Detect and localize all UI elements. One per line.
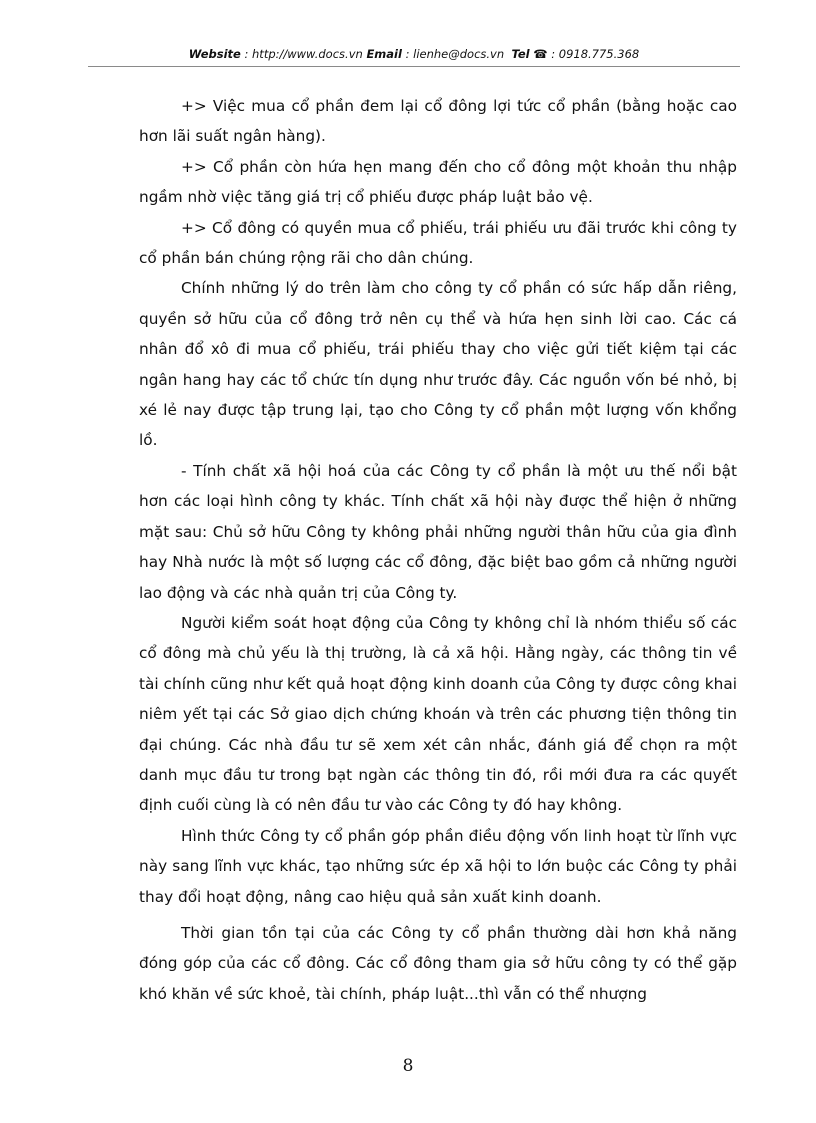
paragraph: Thời gian tồn tại của các Công ty cổ phần thường dài hơn khả năng đóng góp của các cổ đông. Các cổ đông tham gia sở hữu công ty có thể gặp khó khăn về sức khoẻ, tài chính, pháp luật...thì vẫn có thể nhượng	[139, 923, 737, 1003]
paragraph: +> Việc mua cổ phần đem lại cổ đông lợi tức cổ phần (bằng hoặc cao hơn lãi suất ngân hàng).	[139, 97, 737, 146]
phone-icon: ☎	[533, 47, 548, 61]
paragraph: +> Cổ phần còn hứa hẹn mang đến cho cổ đông một khoản thu nhập ngầm nhờ việc tăng giá trị cổ phiếu được pháp luật bảo vệ.	[139, 157, 737, 207]
paragraph: +> Cổ đông có quyền mua cổ phiếu, trái phiếu ưu đãi trước khi công ty cổ phần bán chúng rộng rãi cho dân chúng.	[139, 218, 737, 268]
email-value[interactable]: lienhe@docs.vn	[413, 47, 505, 61]
paragraph: - Tính chất xã hội hoá của các Công ty cổ phần là một ưu thế nổi bật hơn các loại hình công ty khác. Tính chất xã hội này được thể hiện ở những mặt sau: Chủ sở hữu Công ty không phải những người thân hữu của gia đình hay Nhà nước là một số lượng các cổ đông, đặc biệt bao gồm cả những người lao động và các nhà quản trị của Công ty.	[139, 461, 737, 602]
page-header	[88, 47, 740, 67]
tel-value: 0918.775.368	[558, 47, 640, 61]
paragraph: Chính những lý do trên làm cho công ty cổ phần có sức hấp dẫn riêng, quyền sở hữu của cổ đông trở nên cụ thể và hứa hẹn sinh lời cao. Các cá nhân đổ xô đi mua cổ phiếu, trái phiếu thay cho việc gửi tiết kiệm tại các ngân hang hay các tổ chức tín dụng như trước đây. Các nguồn vốn bé nhỏ, bị xé lẻ nay được tập trung lại, tạo cho Công ty cổ phần một lượng vốn khổng lồ.	[139, 279, 737, 450]
email-separator: :	[401, 47, 414, 61]
header-divider	[88, 66, 740, 67]
email-label: Email	[366, 47, 402, 61]
tel-separator: :	[547, 47, 559, 61]
tel-label: Tel	[511, 47, 530, 61]
body-text	[139, 91, 737, 1009]
page-number: 8	[402, 1056, 414, 1076]
paragraph: Người kiểm soát hoạt động của Công ty không chỉ là nhóm thiểu số các cổ đông mà chủ yếu là thị trường, là cả xã hội. Hằng ngày, các thông tin về tài chính cũng như kết quả hoạt động kinh doanh của Công ty được công khai niêm yết tại các Sở giao dịch chứng khoán và trên các phương tiện thông tin đại chúng. Các nhà đầu tư sẽ xem xét cân nhắc, đánh giá để chọn ra một danh mục đầu tư trong bạt ngàn các thông tin đó, rồi mới đưa ra các quyết định cuối cùng là có nên đầu tư vào các Công ty đó hay không.	[139, 613, 737, 815]
website-url[interactable]: http://www.docs.vn	[252, 47, 363, 61]
website-label: Website	[188, 47, 241, 61]
website-separator: :	[240, 47, 253, 61]
paragraph: Hình thức Công ty cổ phần góp phần điều động vốn linh hoạt từ lĩnh vực này sang lĩnh vực khác, tạo những sức ép xã hội to lớn buộc các Công ty phải thay đổi hoạt động, nâng cao hiệu quả sản xuất kinh doanh.	[139, 826, 737, 906]
